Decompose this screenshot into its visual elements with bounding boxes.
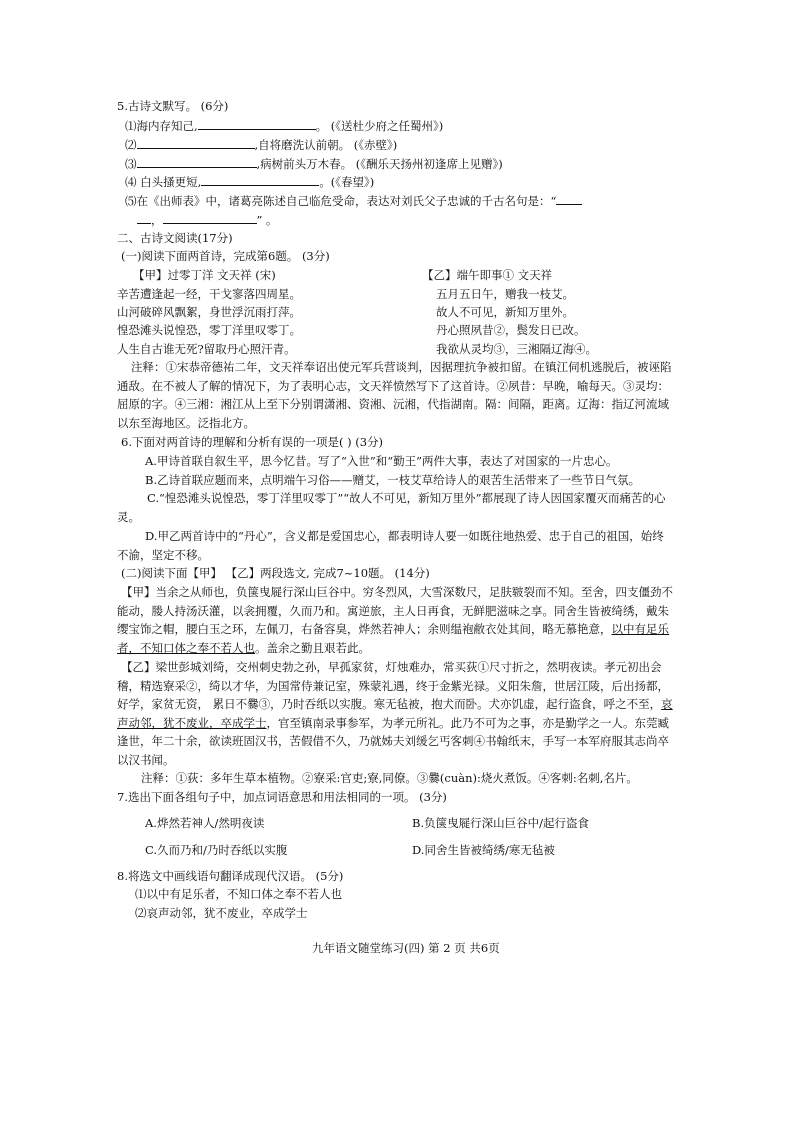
q7-option-a[interactable]: A.烨然若神人/然明夜读 <box>145 816 265 830</box>
passage-jia: 【甲】当余之从师也，负箧曳屣行深山巨谷中。穷冬烈风，大雪深数尺，足肤皲裂而不知。至舍，四支僵劲不能动，媵人持汤沃灌，以衾拥覆，久而乃和。寓逆旅，主人日再食，无鲜肥滋味之享。同舍生皆被绮绣，戴朱缨宝饰之帽，腰白玉之环，左佩刀，右备容臭，烨然若神人；余则缊袍敝衣处其间，略无慕艳意，以中有足乐者，不知口体之奉不若人也。盖余之勤且艰若此。 <box>117 585 673 655</box>
q7-option-c[interactable]: C.久而乃和/乃时吞纸以实腹 <box>145 843 288 857</box>
answer-blank[interactable] <box>163 211 257 224</box>
passage-yi-notes: 注释：①荻：多年生草本植物。②寮采:官吏;寮,同僚。③爨(cuàn):烧火煮饭。④客刺:名刺,名片。 <box>141 771 638 785</box>
q5-item-4: ⑷ 白头搔更短, 。(《春望》) <box>125 175 375 189</box>
underlined-sentence: 以中有足乐者，不知口体之奉不若人也 <box>117 622 669 655</box>
q5-item-5: ⑸在《出师表》中，诸葛亮陈述自己临危受命，表达对刘氏父子忠诚的千古名句是：“ <box>125 192 582 209</box>
q6-option-b[interactable]: B.乙诗首联应题而来，点明端午习俗——赠艾，一枝艾草给诗人的艰苦生活带来了一些节日气氛。 <box>145 473 641 487</box>
poem-b-line: 我欲从灵均③，三湘隔辽海④。 <box>436 342 597 356</box>
poem-a-line: 惶恐滩头说惶恐，零丁洋里叹零丁。 <box>117 323 301 337</box>
q8-item-2: ⑵哀声动邻，犹不废业，卒成学士 <box>135 906 308 920</box>
answer-blank[interactable] <box>137 155 257 168</box>
section-title: 二、古诗文阅读(17分) <box>117 231 233 245</box>
poem-b-line: 丹心照夙昔②，鬓发日已改。 <box>436 323 586 337</box>
q7-stem: 7.选出下面各组句子中，加点词语意思和用法相同的一项。 (3分) <box>117 790 447 804</box>
q7-option-d[interactable]: D.同舍生皆被绮绣/寒无毡被 <box>412 843 555 857</box>
poem-b-line: 故人不可见，新知万里外。 <box>436 305 574 319</box>
q5-item-5-cont: ， ” 。 <box>137 211 278 228</box>
poem-a-line: 人生自古谁无死?留取丹心照汗青。 <box>117 342 296 356</box>
underlined-sentence: 哀声动邻，犹不废业，卒成学士 <box>117 697 673 730</box>
passage-yi: 【乙】梁世彭城刘绮，交州刺史勃之孙，早孤家贫，灯烛难办，常买荻①尺寸折之，然明夜读。孝元初出会稽，精选寮采②，绮以才华，为国常侍兼记室，殊蒙礼遇，终于金紫光禄。义阳朱詹，世居江陵，后出扬都，好学，家贫无资， 累日不爨③，乃时吞纸以实腹。寒无毡被，抱犬而卧。犬亦饥虚，起行盗食，呼之不至，哀声动邻，犹不废业，卒成学士，官至镇南录事参军，为孝元所礼。此乃不可为之事，亦是勤学之一人。东莞臧逢世，年二十余，欲读班固汉书，苦假借不久，乃就姊夫刘缓乞丐客刺④书翰纸末，手写一本军府服其志尚卒以汉书闻。 <box>117 660 673 767</box>
poem-a-title: 【甲】过零丁洋 文天祥 (宋) <box>133 268 276 282</box>
q5-title: 5.古诗文默写。 (6分) <box>117 99 229 113</box>
poem-a-line: 辛苦遭逢起一经，干戈寥落四周星。 <box>117 287 301 301</box>
poem-notes: 注释：①宋恭帝德祐二年，文天祥奉诏出使元军兵营谈判，因据理抗争被扣留。在镇江伺机逃脱后，被诬陷通敌。在不被人了解的情况下，为了表明心志，文天祥愤然写下了这首诗。②夙昔：早晚，喻每天。③灵均：屈原的字。④三湘：湘江从上至下分别谓潇湘、资湘、沅湘，代指湖南。隔：间隔，距离。辽海：指辽河流域以东至海地区。泛指北方。 <box>117 360 672 430</box>
answer-blank[interactable] <box>137 136 255 149</box>
q6-option-d[interactable]: D.甲乙两首诗中的“丹心”，含义都是爱国忠心，都表明诗人要一如既往地热爱、忠于自己的祖国，始终不渝，坚定不移。 <box>117 529 664 562</box>
answer-blank[interactable] <box>201 173 319 186</box>
q5-item-1: ⑴海内存知己, 。 (《送杜少府之任蜀州》) <box>125 119 444 133</box>
q8-stem: 8.将选文中画线语句翻译成现代汉语。 (5分) <box>117 869 344 883</box>
subsection-1-title: (一)阅读下面两首诗，完成第6题。 (3分) <box>121 249 330 263</box>
q7-option-b[interactable]: B.负箧曳屣行深山巨谷中/起行盗食 <box>412 816 589 830</box>
poem-b-line: 五月五日午，赠我一枝艾。 <box>436 287 574 301</box>
answer-blank[interactable] <box>198 117 316 130</box>
q5-item-2: ⑵ ,自将磨洗认前朝。 (《赤壁》) <box>125 138 398 152</box>
q6-stem: 6.下面对两首诗的理解和分析有误的一项是( ) (3分) <box>121 435 384 449</box>
q8-item-1: ⑴以中有足乐者，不知口体之奉不若人也 <box>135 887 342 901</box>
answer-blank[interactable] <box>556 192 582 205</box>
q5-item-3: ⑶ ,病树前头万木春。 (《酬乐天扬州初逢席上见赠》) <box>125 157 503 171</box>
q6-option-a[interactable]: A.甲诗首联自叙生平，思今忆昔。写了“入世”和“勤王”两件大事，表达了对国家的一片忠心。 <box>145 454 618 468</box>
poem-b-title: 【乙】端午即事① 文天祥 <box>422 268 553 282</box>
answer-blank[interactable] <box>137 211 151 224</box>
page-footer: 九年语文随堂练习(四) 第 2 页 共6页 <box>312 941 500 955</box>
subsection-2-title: (二)阅读下面【甲】 【乙】两段选文, 完成7~10题。 (14分) <box>121 566 430 580</box>
q6-option-c[interactable]: C.“惶恐滩头说惶恐，零丁洋里叹零丁”“故人不可见，新知万里外”都展现了诗人因国家覆灭而痛苦的心灵。 <box>117 491 666 524</box>
poem-a-line: 山河破碎风飘絮，身世浮沉雨打萍。 <box>117 305 301 319</box>
